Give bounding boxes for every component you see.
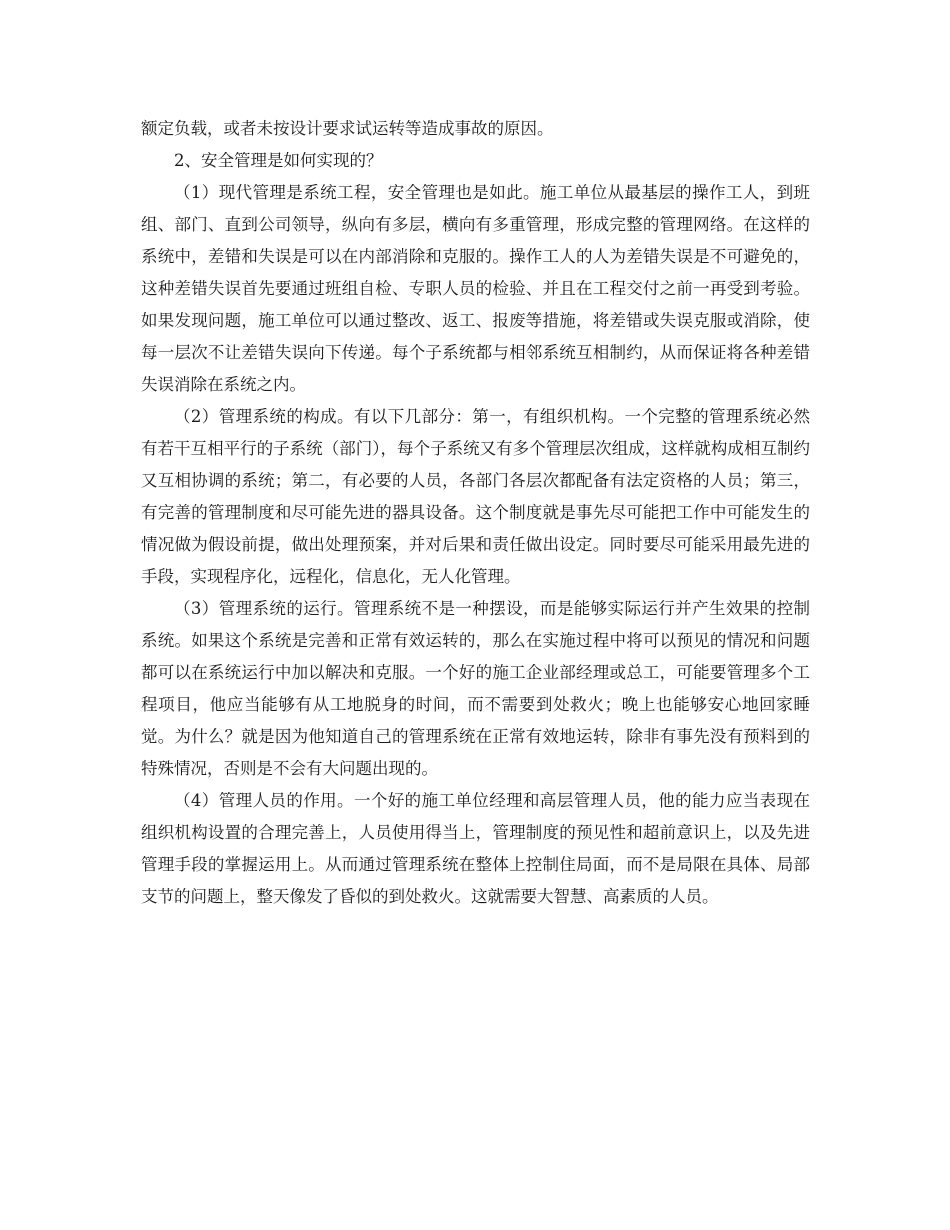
paragraph-manager-role: （4）管理人员的作用。一个好的施工单位经理和高层管理人员，他的能力应当表现在组织机构设置的合理完善上，人员使用得当上，管理制度的预见性和超前意识上，以及先进管理手段的掌握运用上。从而通过管理系统在整体上控制住局面，而不是局限在具体、局部支节的问题上，整天像发了昏似的到处救火。这就需要大智慧、高素质的人员。 <box>141 791 810 906</box>
paragraph-system-composition: （2）管理系统的构成。有以下几部分：第一，有组织机构。一个完整的管理系统必然有若干互相平行的子系统（部门），每个子系统又有多个管理层次组成，这样就构成相互制约又互相协调的系统；第二，有必要的人员，各部门各层次都配备有法定资格的人员；第三，有完善的管理制度和尽可能先进的器具设备。这个制度就是事先尽可能把工作中可能发生的情况做为假设前提，做出处理预案，并对后果和责任做出设定。同时要尽可能采用最先进的手段，实现程序化，远程化，信息化，无人化管理。 <box>141 407 810 586</box>
paragraph-system-engineering: （1）现代管理是系统工程，安全管理也是如此。施工单位从最基层的操作工人，到班组、部门、直到公司领导，纵向有多层，横向有多重管理，形成完整的管理网络。在这样的系统中，差错和失误是可以在内部消除和克服的。操作工人的人为差错失误是不可避免的，这种差错失误首先要通过班组自检、专职人员的检验、并且在工程交付之前一再受到考验。如果发现问题，施工单位可以通过整改、返工、报废等措施，将差错或失误克服或消除，使每一层次不让差错失误向下传递。每个子系统都与相邻系统互相制约，从而保证将各种差错失误消除在系统之内。 <box>141 183 810 394</box>
section-heading-safety-management: 2、安全管理是如何实现的？ <box>174 151 383 170</box>
paragraph-system-operation: （3）管理系统的运行。管理系统不是一种摆设，而是能够实际运行并产生效果的控制系统。如果这个系统是完善和正常有效运转的，那么在实施过程中将可以预见的情况和问题都可以在系统运行中加以解决和克服。一个好的施工企业部经理或总工，可能要管理多个工程项目，他应当能够有从工地脱身的时间，而不需要到处救火；晚上也能够安心地回家睡觉。为什么？就是因为他知道自己的管理系统在正常有效地运转，除非有事先没有预料到的特殊情况，否则是不会有大问题出现的。 <box>141 599 810 778</box>
paragraph-continuation: 额定负载，或者未按设计要求试运转等造成事故的原因。 <box>141 119 554 138</box>
